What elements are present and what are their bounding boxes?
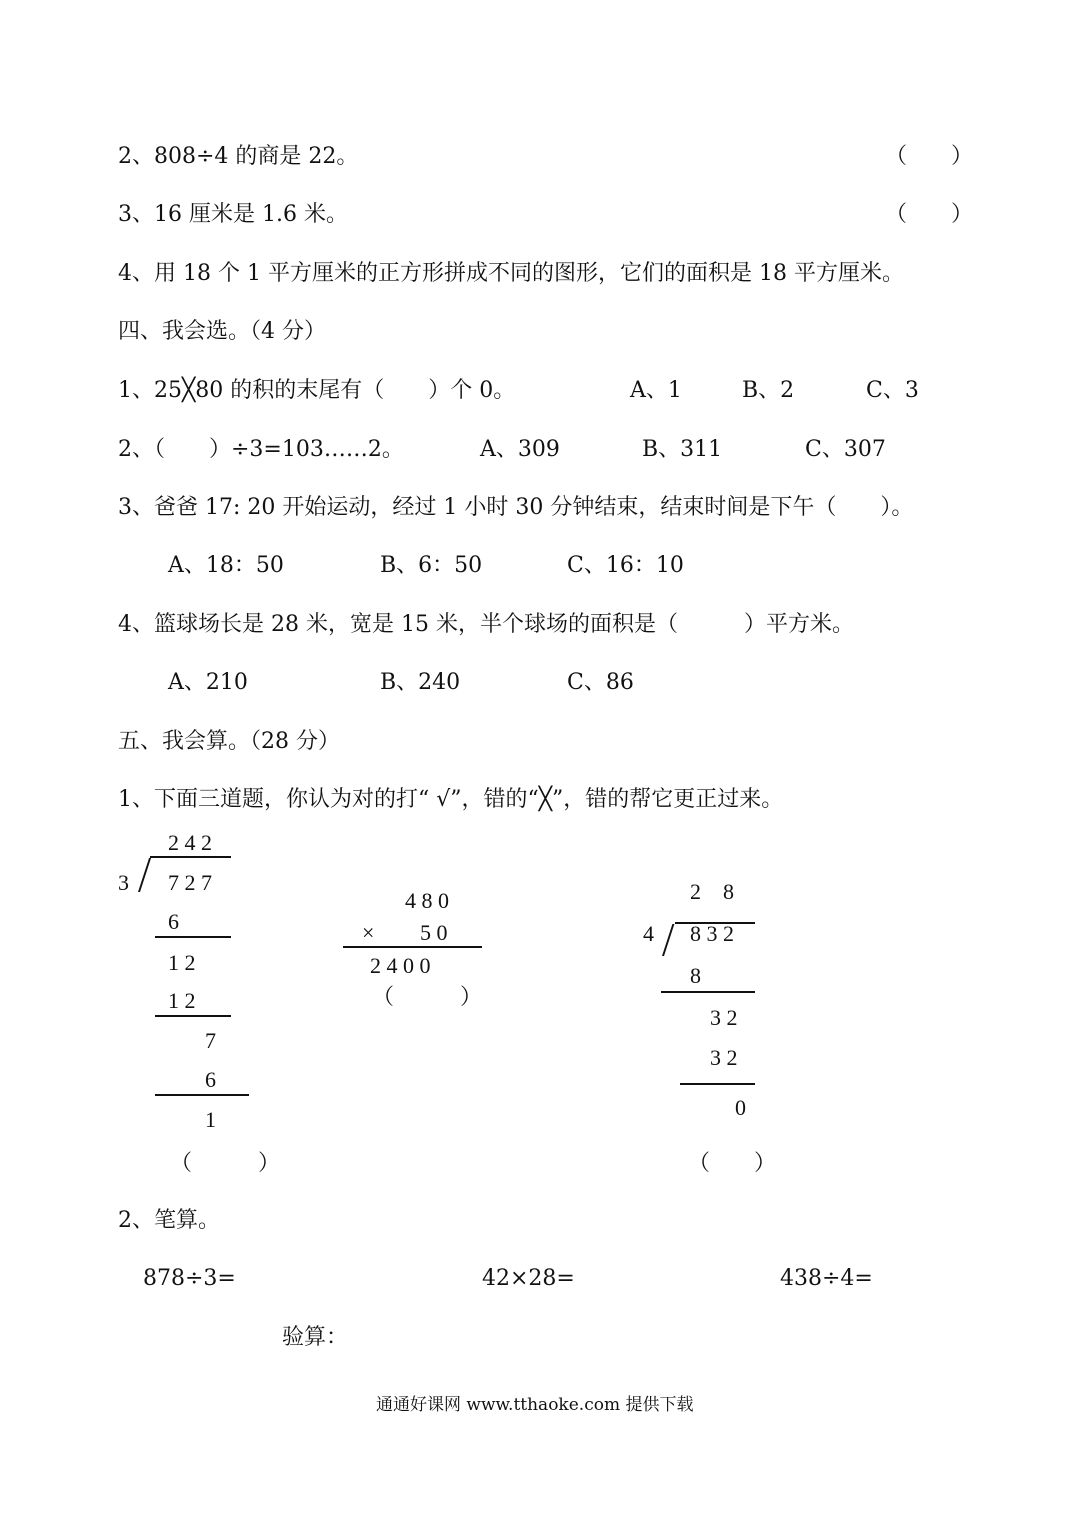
calc1-step: 7 [205, 1028, 216, 1053]
option-4-4-b[interactable]: B、240 [380, 670, 461, 695]
calc1-division-slash [138, 858, 151, 892]
exercise-1: 878÷3= [143, 1266, 236, 1291]
calc1-step-line [155, 936, 231, 938]
calc2-result-line [343, 946, 482, 948]
page-footer: 通通好课网 www.tthaoke.com 提供下载 [376, 1395, 694, 1415]
option-4-2-a[interactable]: A、309 [480, 437, 560, 462]
question-3-3: 3、16 厘米是 1.6 米。 [118, 202, 348, 227]
calc3-divisor: 4 [643, 921, 654, 946]
calc3-division-slash [662, 924, 674, 956]
calc3-step-line [661, 991, 755, 993]
calc1-divisor: 3 [118, 870, 129, 895]
calc1-dividend: 7 2 7 [168, 870, 212, 895]
option-4-2-b[interactable]: B、311 [642, 437, 723, 462]
option-4-1-c[interactable]: C、3 [866, 378, 919, 403]
option-4-3-b[interactable]: B、6：50 [380, 553, 483, 578]
calc1-step: 6 [205, 1067, 216, 1092]
calc3-answer-paren[interactable]: （ ） [688, 1151, 777, 1176]
calc2-bottom: 5 0 [420, 920, 448, 945]
question-5-1: 1、下面三道题，你认为对的打“ √”，错的“╳”，错的帮它更正过来。 [118, 787, 784, 812]
answer-paren-3-2[interactable]: （ ） [885, 144, 974, 169]
calc3-step: 8 [690, 963, 701, 988]
exercise-3: 438÷4= [780, 1266, 873, 1291]
calc3-dividend: 8 3 2 [690, 921, 734, 946]
calc2-times-sign: × [362, 920, 375, 945]
question-3-2: 2、808÷4 的商是 22。 [118, 144, 359, 169]
calc1-division-bar [150, 856, 231, 858]
question-4-1: 1、25╳80 的积的末尾有（ ）个 0。 [118, 378, 516, 403]
answer-paren-3-3[interactable]: （ ） [885, 202, 974, 227]
option-4-4-a[interactable]: A、210 [168, 670, 248, 695]
check-label: 验算： [282, 1325, 349, 1350]
exercise-2: 42×28= [482, 1266, 575, 1291]
calc1-step-line [155, 1015, 231, 1017]
section-4-heading: 四、我会选。（4 分） [118, 319, 326, 344]
calc2-top: 4 8 0 [405, 888, 449, 913]
calc2-answer-paren[interactable]: （ ） [372, 985, 483, 1010]
calc2-result: 2 4 0 0 [370, 953, 431, 978]
option-4-1-a[interactable]: A、1 [630, 378, 682, 403]
calc3-step-line [680, 1083, 755, 1085]
calc1-quotient: 2 4 2 [168, 830, 212, 855]
calc3-step: 3 2 [710, 1045, 738, 1070]
section-5-heading: 五、我会算。（28 分） [118, 729, 340, 754]
option-4-1-b[interactable]: B、2 [742, 378, 795, 403]
calc1-step: 1 2 [168, 950, 196, 975]
calc3-step: 3 2 [710, 1005, 738, 1030]
question-3-4: 4、用 18 个 1 平方厘米的正方形拼成不同的图形，它们的面积是 18 平方厘米。 [118, 261, 904, 286]
calc1-step: 1 2 [168, 988, 196, 1013]
question-4-3: 3、爸爸 17: 20 开始运动，经过 1 小时 30 分钟结束，结束时间是下午（ ）。 [118, 495, 914, 520]
option-4-4-c[interactable]: C、86 [567, 670, 634, 695]
option-4-3-a[interactable]: A、18：50 [168, 553, 284, 578]
question-4-4: 4、篮球场长是 28 米，宽是 15 米，半个球场的面积是（ ）平方米。 [118, 612, 854, 637]
calc3-step: 0 [735, 1095, 746, 1120]
option-4-2-c[interactable]: C、307 [805, 437, 886, 462]
calc1-answer-paren[interactable]: （ ） [170, 1151, 281, 1176]
option-4-3-c[interactable]: C、16：10 [567, 553, 684, 578]
question-5-2: 2、笔算。 [118, 1208, 220, 1233]
calc1-step: 6 [168, 909, 179, 934]
calc3-quotient: 2 8 [690, 879, 735, 904]
question-4-2: 2、（ ）÷3=103……2。 [118, 437, 404, 462]
calc1-step: 1 [205, 1107, 216, 1132]
calc1-step-line [155, 1094, 249, 1096]
